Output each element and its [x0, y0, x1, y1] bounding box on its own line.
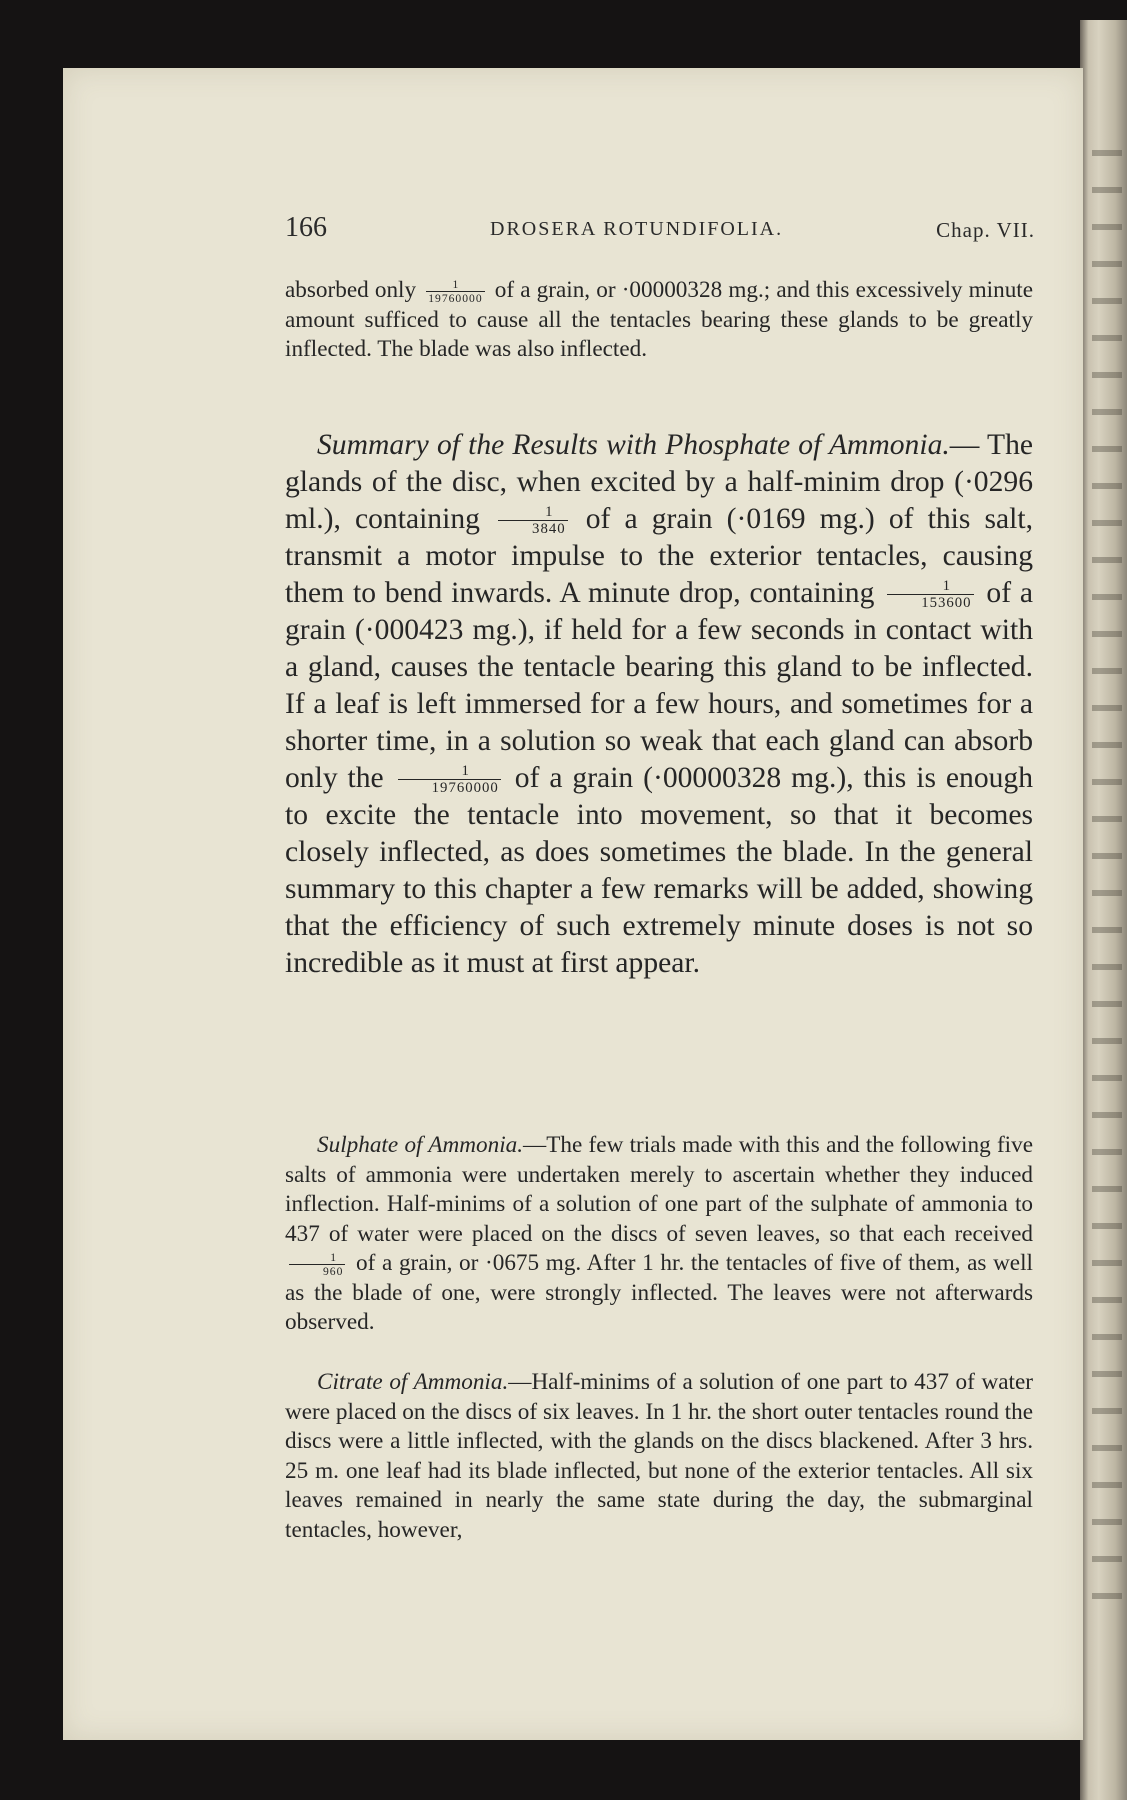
running-title: DROSERA ROTUNDIFOLIA. — [490, 218, 784, 240]
adjacent-page-text-edge — [1092, 150, 1122, 1600]
fraction: $\frac{1}{960}$ — [289, 1252, 345, 1277]
page-number: 166 — [285, 212, 327, 243]
summary-heading: Summary of the Results with Phosphate of Ammonia. — [317, 429, 950, 461]
fraction: $\frac{1}{153600}$ — [887, 579, 973, 611]
citrate-paragraph: Citrate of Ammonia.—Half-minims of a solution of one part to 437 of water were placed on the discs of six leaves. In 1 hr. the short outer tentacles round the discs were a little inflected, with the glands on the discs blackened. After 3 hrs. 25 m. one leaf had its blade inflected, but none of the exterior tentacles. All six leaves remained in nearly the same state during the day, the submarginal tentacles, however, — [285, 1369, 1033, 1543]
fraction: $\frac{1}{3840}$ — [498, 505, 568, 537]
citrate-heading: Citrate of Ammonia. — [317, 1369, 509, 1395]
fraction: $\frac{1}{19760000}$ — [398, 764, 501, 796]
fraction: $\frac{1}{19760000}$ — [428, 278, 483, 305]
running-header — [285, 212, 1035, 246]
summary-paragraph: Summary of the Results with Phosphate of Ammonia.— The glands of the disc, when excited by a half-minim drop (·0296 ml.), containing $\frac{1}{3840}$ of a grain (·0169 mg.) of this salt, transmit a motor impulse to the exterior tentacles, causing them to bend inwards. A minute drop, containing $\frac{1}{153600}$ of a grain (·000423 mg.), if held for a few seconds in contact with a gland, causes the tentacle bearing this gland to be inflected. If a leaf is left immersed for a few hours, and sometimes for a shorter time, in a solution so weak that each gland can absorb only the $\frac{1}{19760000}$ of a grain (·00000328 mg.), this is enough to excite the tentacle into movement, so that it becomes closely inflected, as does sometimes the blade. In the general summary to this chapter a few remarks will be added, showing that the efficiency of such extremely minute doses is not so incredible as it must at first appear. — [285, 429, 1034, 979]
sulphate-paragraph: Sulphate of Ammonia.—The few trials made with this and the following five salts of ammonia were undertaken merely to ascertain whether they induced inflection. Half-minims of a solution of one part of the sulphate of ammonia to 437 of water were placed on the discs of seven leaves, so that each received $\frac{1}{960}$ of a grain, or ·0675 mg. After 1 hr. the tentacles of five of them, as well as the blade of one, were strongly inflected. The leaves were not afterwards observed. — [285, 1132, 1033, 1335]
chapter-label: Chap. VII. — [936, 218, 1035, 242]
paragraph-continuation: absorbed only $\frac{1}{19760000}$ of a grain, or ·00000328 mg.; and this excessively minute amount sufficed to cause all the tentacles bearing these glands to be greatly inflected. The blade was also inflected. — [285, 277, 1034, 362]
sulphate-heading: Sulphate of Ammonia. — [317, 1132, 524, 1158]
